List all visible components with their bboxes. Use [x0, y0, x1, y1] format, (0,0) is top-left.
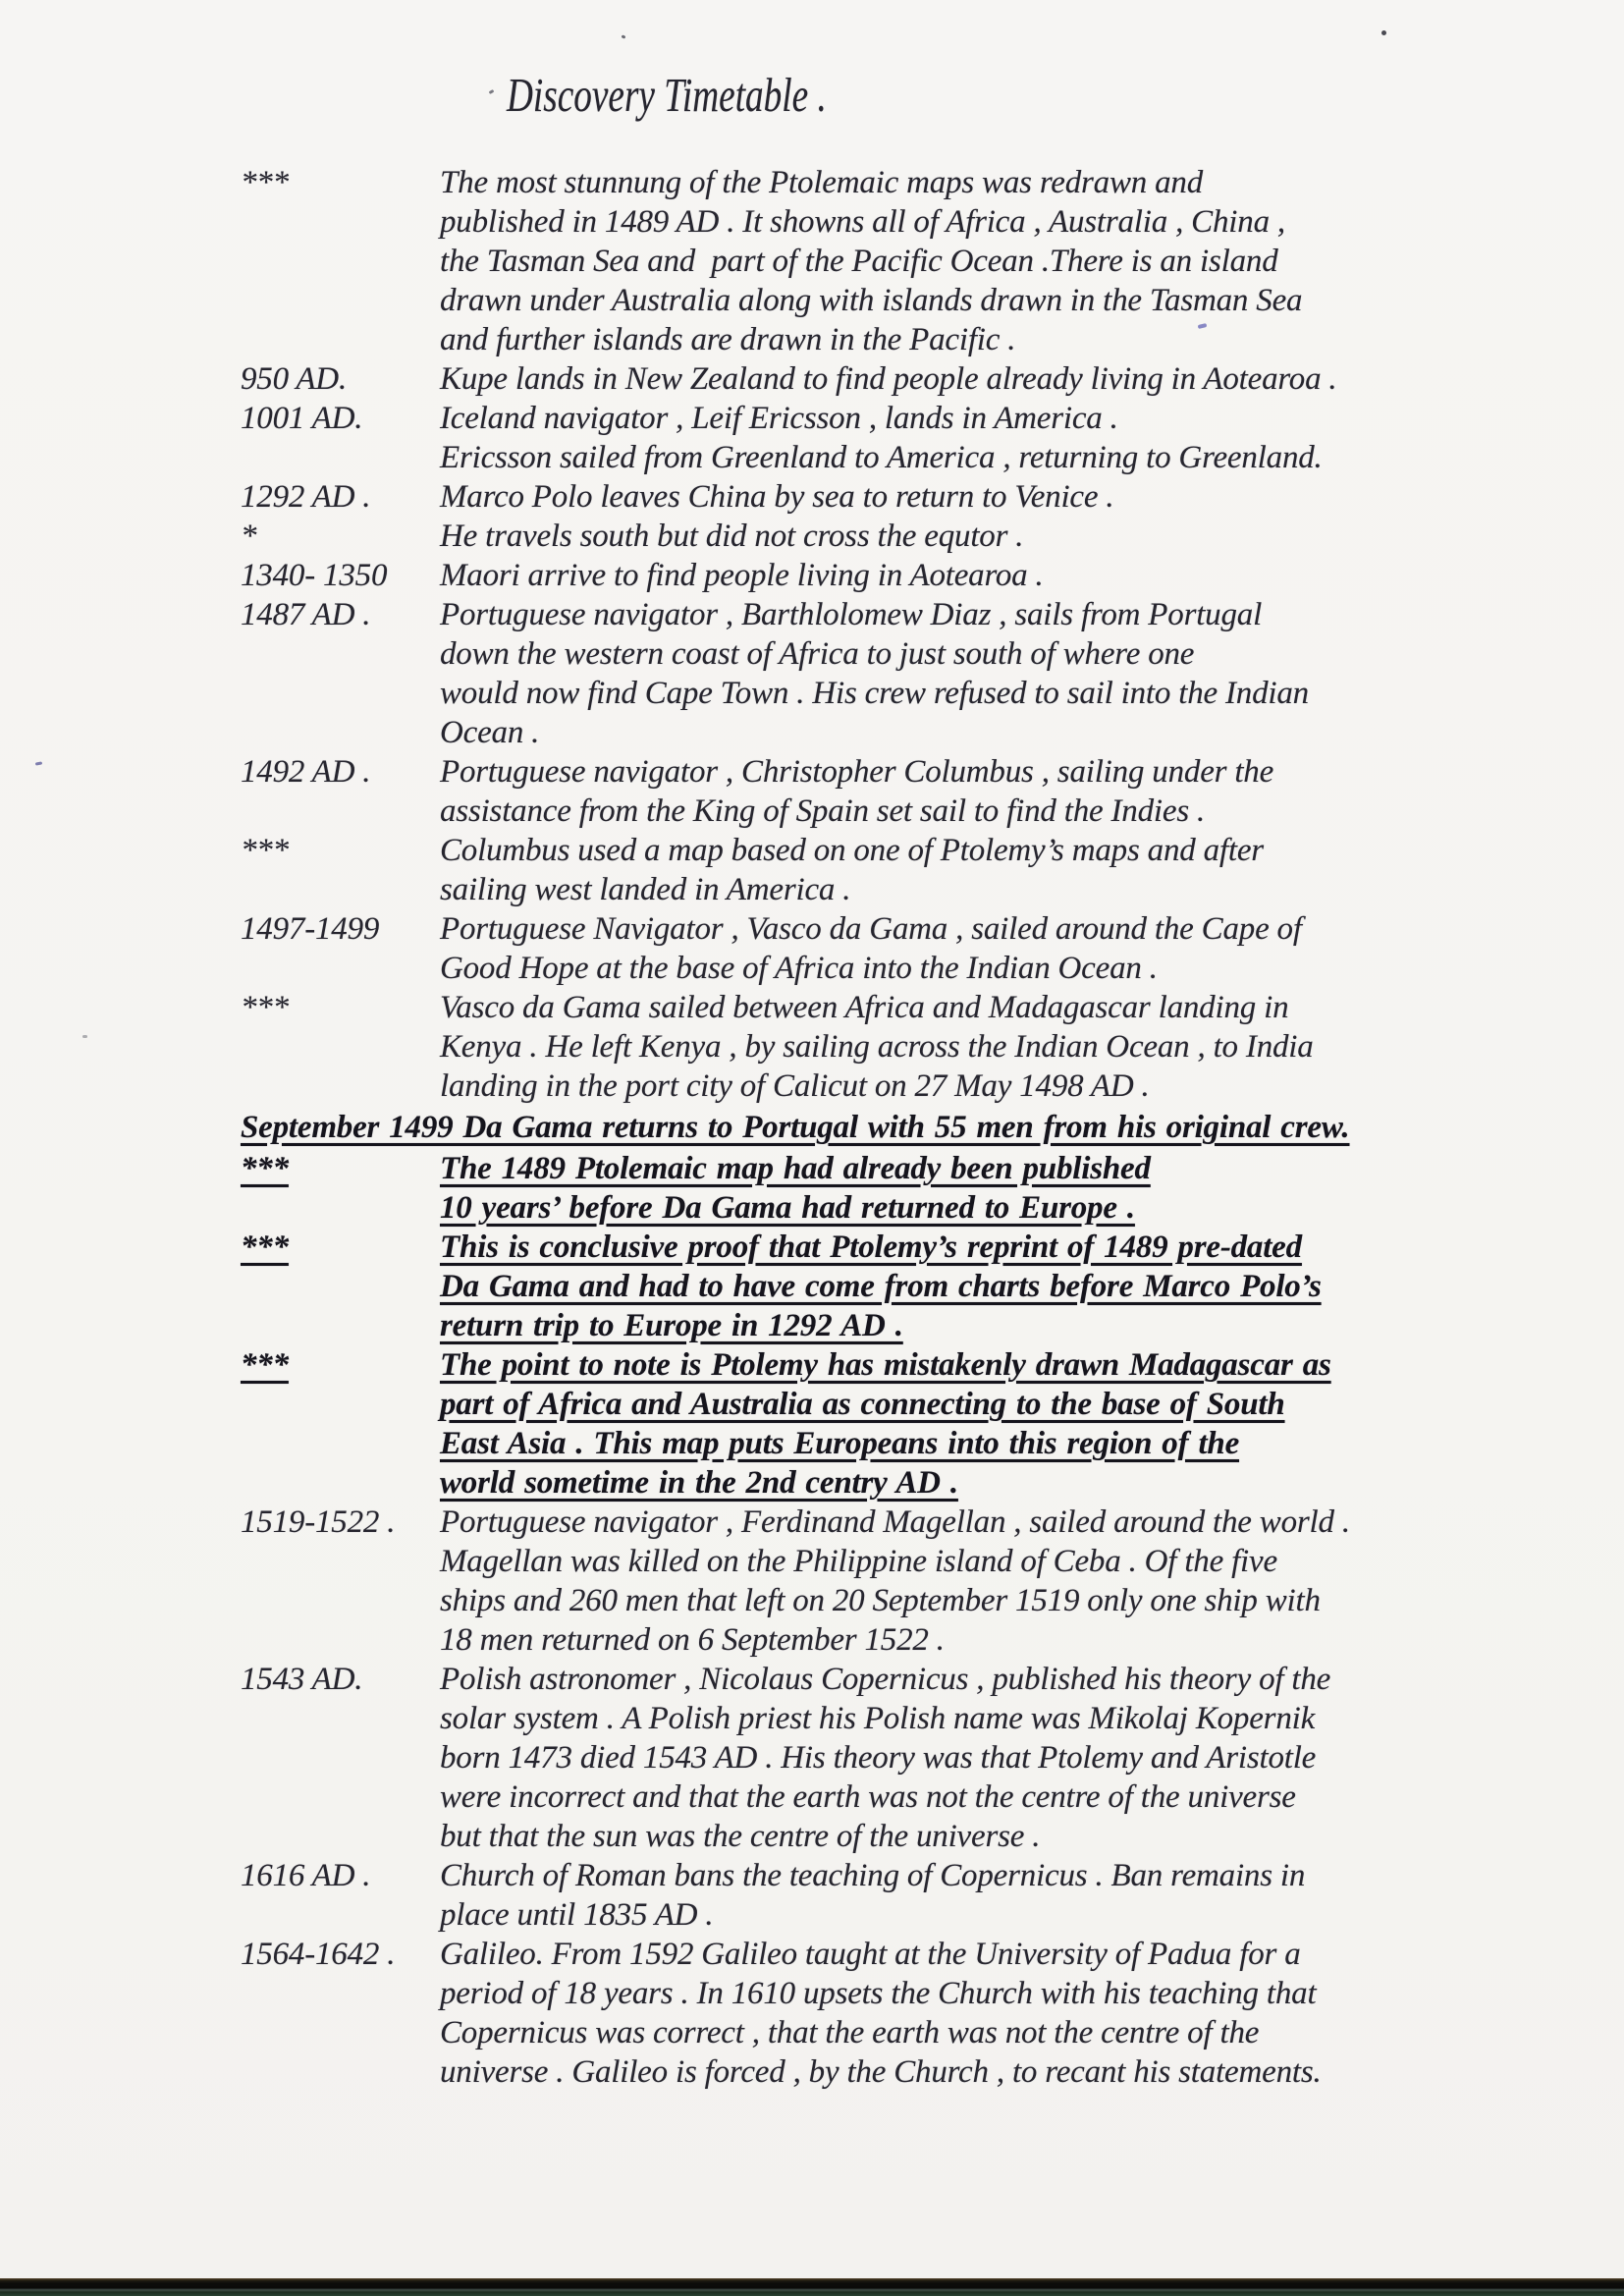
entry-line: but that the sun was the centre of the universe .	[440, 1819, 1041, 1854]
entry-line: were incorrect and that the earth was not the centre of the universe	[440, 1779, 1296, 1815]
entry-line: part of Africa and Australia as connecting to the base of South	[440, 1387, 1285, 1422]
entry-line: Kenya . He left Kenya , by sailing across the Indian Ocean , to India	[440, 1029, 1314, 1065]
document-title: Discovery Timetable .	[507, 68, 827, 122]
scan-speck	[622, 34, 626, 38]
entry-date: 1492 AD .	[241, 754, 371, 790]
entry-lines	[440, 1345, 1585, 1503]
entry-lines	[440, 517, 1585, 556]
entry-lines	[440, 831, 1585, 909]
timeline-entry	[241, 517, 1585, 556]
entry-line: Vasco da Gama sailed between Africa and Madagascar landing in	[440, 990, 1289, 1025]
entry-line: Portuguese Navigator , Vasco da Gama , sailed around the Cape of	[440, 911, 1302, 947]
timeline-entry	[241, 477, 1585, 517]
entry-line: Copernicus was correct , that the earth was not the centre of the	[440, 2015, 1260, 2050]
entry-line: published in 1489 AD . It showns all of Africa , Australia , China ,	[440, 204, 1285, 240]
entry-line: Church of Roman bans the teaching of Copernicus . Ban remains in	[440, 1858, 1306, 1893]
timeline-entry	[241, 595, 1585, 752]
entry-lines	[440, 1503, 1585, 1660]
entry-date: *	[241, 519, 257, 554]
entry-line: Good Hope at the base of Africa into the Indian Ocean .	[440, 951, 1158, 986]
timeline	[0, 163, 1624, 2092]
entry-line: universe . Galileo is forced , by the Church , to recant his statements.	[440, 2054, 1322, 2090]
entry-line: Polish astronomer , Nicolaus Copernicus , published his theory of the	[440, 1662, 1331, 1697]
entry-lines	[440, 359, 1585, 399]
entry-date: 1497-1499	[241, 911, 380, 947]
entry-lines	[241, 1108, 1585, 1147]
entry-date: 1564-1642 .	[241, 1937, 396, 1972]
entry-line: Portuguese navigator , Ferdinand Magellan , sailed around the world .	[440, 1504, 1350, 1540]
entry-line: landing in the port city of Calicut on 27 May 1498 AD .	[440, 1068, 1150, 1104]
entry-line: Marco Polo leaves China by sea to return to Venice .	[440, 479, 1114, 515]
entry-line: East Asia . This map puts Europeans into this region of the	[440, 1426, 1240, 1461]
entry-line: ships and 260 men that left on 20 September 1519 only one ship with	[440, 1583, 1321, 1618]
entry-line: sailing west landed in America .	[440, 872, 851, 907]
entry-line: Ocean .	[440, 715, 540, 750]
entry-lines	[440, 988, 1585, 1106]
timeline-entry	[241, 359, 1585, 399]
entry-lines	[440, 399, 1585, 477]
timeline-entry	[241, 1660, 1585, 1856]
scan-speck	[82, 1035, 87, 1038]
timeline-entry	[241, 752, 1585, 831]
entry-line: This is conclusive proof that Ptolemy’s reprint of 1489 pre-dated	[440, 1230, 1302, 1265]
entry-line: drawn under Australia along with islands drawn in the Tasman Sea	[440, 283, 1303, 318]
entry-line: Iceland navigator , Leif Ericsson , lands in America .	[440, 401, 1118, 436]
entry-line: assistance from the King of Spain set sail to find the Indies .	[440, 793, 1206, 829]
entry-line: the Tasman Sea and part of the Pacific Ocean .There is an island	[440, 244, 1278, 279]
entry-lines	[440, 477, 1585, 517]
timeline-entry	[241, 1345, 1585, 1503]
timeline-entry	[241, 1503, 1585, 1660]
entry-line: He travels south but did not cross the equtor .	[440, 519, 1024, 554]
entry-lines	[440, 1149, 1585, 1228]
timeline-entry	[241, 1149, 1585, 1228]
entry-date: 1487 AD .	[241, 597, 371, 632]
entry-lines	[440, 163, 1585, 359]
entry-lines	[440, 1856, 1585, 1935]
entry-line: Galileo. From 1592 Galileo taught at the University of Padua for a	[440, 1937, 1301, 1972]
entry-date: ***	[241, 1347, 289, 1383]
entry-date: ***	[241, 165, 289, 200]
entry-line: and further islands are drawn in the Pacific .	[440, 322, 1016, 357]
entry-line: return trip to Europe in 1292 AD .	[440, 1308, 903, 1343]
entry-date: ***	[241, 1230, 289, 1265]
timeline-entry	[241, 163, 1585, 359]
entry-line: Portuguese navigator , Barthlolomew Diaz , sails from Portugal	[440, 597, 1263, 632]
entry-lines	[440, 1660, 1585, 1856]
entry-line: 10 years’ before Da Gama had returned to Europe .	[440, 1190, 1135, 1226]
timeline-entry	[241, 556, 1585, 595]
timeline-entry	[241, 1108, 1585, 1147]
scan-speck	[489, 89, 495, 94]
timeline-entry	[241, 1856, 1585, 1935]
entry-line: Maori arrive to find people living in Aotearoa .	[440, 558, 1044, 593]
entry-date: 1519-1522 .	[241, 1504, 396, 1540]
timeline-entry	[241, 1935, 1585, 2092]
entry-line: The most stunnung of the Ptolemaic maps was redrawn and	[440, 165, 1204, 200]
entry-date: ***	[241, 833, 289, 868]
entry-date: 1340- 1350	[241, 558, 388, 593]
entry-lines	[440, 595, 1585, 752]
entry-line: Magellan was killed on the Philippine island of Ceba . Of the five	[440, 1544, 1277, 1579]
entry-line: September 1499 Da Gama returns to Portugal with 55 men from his original crew.	[241, 1110, 1350, 1145]
entry-lines	[440, 1935, 1585, 2092]
timeline-entry	[241, 1228, 1585, 1345]
entry-line: Kupe lands in New Zealand to find people already living in Aotearoa .	[440, 361, 1337, 397]
timeline-entry	[241, 399, 1585, 477]
entry-line: 18 men returned on 6 September 1522 .	[440, 1622, 945, 1658]
scan-speck	[1381, 30, 1386, 35]
entry-date: ***	[241, 990, 289, 1025]
entry-lines	[440, 752, 1585, 831]
entry-line: born 1473 died 1543 AD . His theory was that Ptolemy and Aristotle	[440, 1740, 1317, 1776]
entry-date: 1001 AD.	[241, 401, 363, 436]
entry-line: Columbus used a map based on one of Ptolemy’s maps and after	[440, 833, 1264, 868]
timeline-entry	[241, 988, 1585, 1106]
entry-line: The point to note is Ptolemy has mistakenly drawn Madagascar as	[440, 1347, 1331, 1383]
entry-line: The 1489 Ptolemaic map had already been published	[440, 1151, 1151, 1186]
entry-line: place until 1835 AD .	[440, 1897, 714, 1933]
entry-line: Portuguese navigator , Christopher Columbus , sailing under the	[440, 754, 1274, 790]
timeline-entry	[241, 909, 1585, 988]
entry-lines	[440, 1228, 1585, 1345]
entry-line: would now find Cape Town . His crew refused to sail into the Indian	[440, 676, 1309, 711]
entry-lines	[440, 556, 1585, 595]
entry-line: world sometime in the 2nd centry AD .	[440, 1465, 958, 1501]
scanner-bed-edge	[0, 2278, 1624, 2296]
entry-line: period of 18 years . In 1610 upsets the Church with his teaching that	[440, 1976, 1317, 2011]
entry-date: 950 AD.	[241, 361, 347, 397]
entry-date: ***	[241, 1151, 289, 1186]
entry-date: 1292 AD .	[241, 479, 371, 515]
entry-line: solar system . A Polish priest his Polish name was Mikolaj Kopernik	[440, 1701, 1316, 1736]
entry-date: 1543 AD.	[241, 1662, 363, 1697]
timeline-entry	[241, 831, 1585, 909]
entry-line: Ericsson sailed from Greenland to America , returning to Greenland.	[440, 440, 1323, 475]
entry-date: 1616 AD .	[241, 1858, 371, 1893]
entry-line: down the western coast of Africa to just south of where one	[440, 636, 1195, 672]
entry-line: Da Gama and had to have come from charts before Marco Polo’s	[440, 1269, 1322, 1304]
entry-lines	[440, 909, 1585, 988]
